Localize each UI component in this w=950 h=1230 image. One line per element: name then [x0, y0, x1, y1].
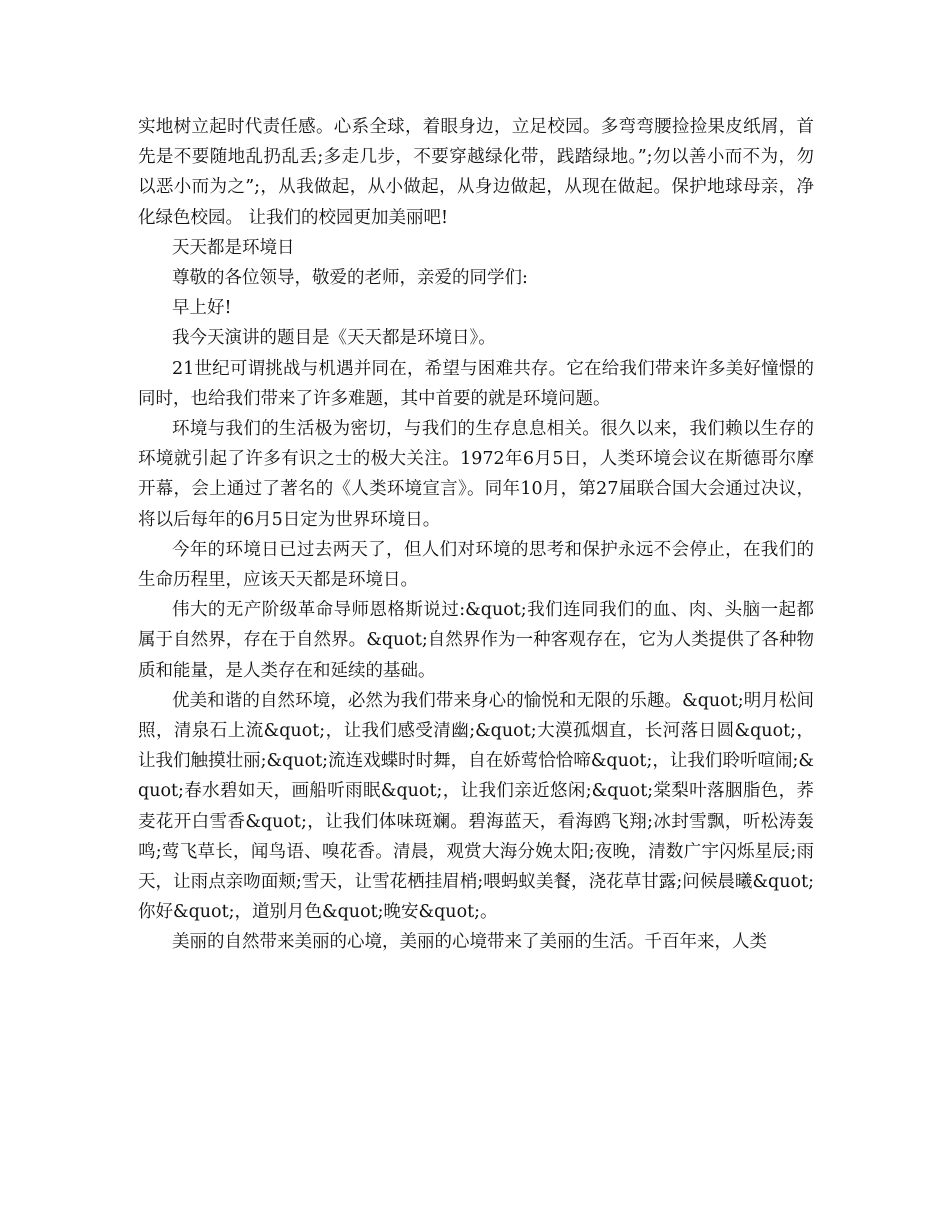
- paragraph: 环境与我们的生活极为密切，与我们的生存息息相关。很久以来，我们赖以生存的环境就引起了许多有识之士的极大关注。1972年6月5日，人类环境会议在斯德哥尔摩开幕，会上通过了著名的《人类环境宣言》。同年10月，第27届联合国大会通过决议，将以后每年的6月5日定为世界环境日。: [138, 419, 814, 530]
- document-body: [138, 112, 814, 958]
- speech-topic: 我今天演讲的题目是《天天都是环境日》。: [172, 328, 496, 349]
- paragraph-continuation: 实地树立起时代责任感。心系全球，着眼身边，立足校园。多弯弯腰捡捡果皮纸屑，首先是不要随地乱扔乱丢;多走几步，不要穿越绿化带，践踏绿地。”;勿以善小而不为，勿以恶小而为之”;，从我做起，从小做起，从身边做起，从现在做起。保护地球母亲，净化绿色校园。 让我们的校园更加美丽吧!: [138, 117, 814, 228]
- greeting: 早上好!: [172, 298, 232, 319]
- paragraph: 伟大的无产阶级革命导师恩格斯说过:&quot;我们连同我们的血、肉、头脑一起都属于自然界，存在于自然界。&quot;自然界作为一种客观存在，它为人类提供了各种物质和能量，是人类存在和延续的基础。: [138, 600, 814, 681]
- paragraph: 21世纪可谓挑战与机遇并同在，希望与困难共存。它在给我们带来许多美好憧憬的同时，也给我们带来了许多难题，其中首要的就是环境问题。: [138, 358, 814, 409]
- paragraph: 美丽的自然带来美丽的心境，美丽的心境带来了美丽的生活。千百年来，人类: [172, 932, 767, 953]
- paragraph: 优美和谐的自然环境，必然为我们带来身心的愉悦和无限的乐趣。&quot;明月松间照，清泉石上流&quot;，让我们感受清幽;&quot;大漠孤烟直，长河落日圆&quot;，让我们触摸壮丽;&quot;流连戏蝶时时舞，自在娇莺恰恰啼&quot;，让我们聆听喧闹;&quot;春水碧如天，画船听雨眠&quot;，让我们亲近悠闲;&quot;棠梨叶落胭脂色，荞麦花开白雪香&quot;，让我们体味斑斓。碧海蓝天，看海鸥飞翔;冰封雪飘，听松涛轰鸣;莺飞草长，闻鸟语、嗅花香。清晨，观赏大海分娩太阳;夜晚，清数广宇闪烁星辰;雨天，让雨点亲吻面颊;雪天，让雪花栖挂眉梢;喂蚂蚁美餐，浇花草甘露;问候晨曦&quot;你好&quot;，道别月色&quot;晚安&quot;。: [138, 690, 814, 923]
- paragraph: 今年的环境日已过去两天了，但人们对环境的思考和保护永远不会停止，在我们的生命历程里，应该天天都是环境日。: [138, 539, 814, 591]
- salutation: 尊敬的各位领导，敬爱的老师，亲爱的同学们:: [172, 268, 528, 289]
- speech-title: 天天都是环境日: [172, 237, 295, 258]
